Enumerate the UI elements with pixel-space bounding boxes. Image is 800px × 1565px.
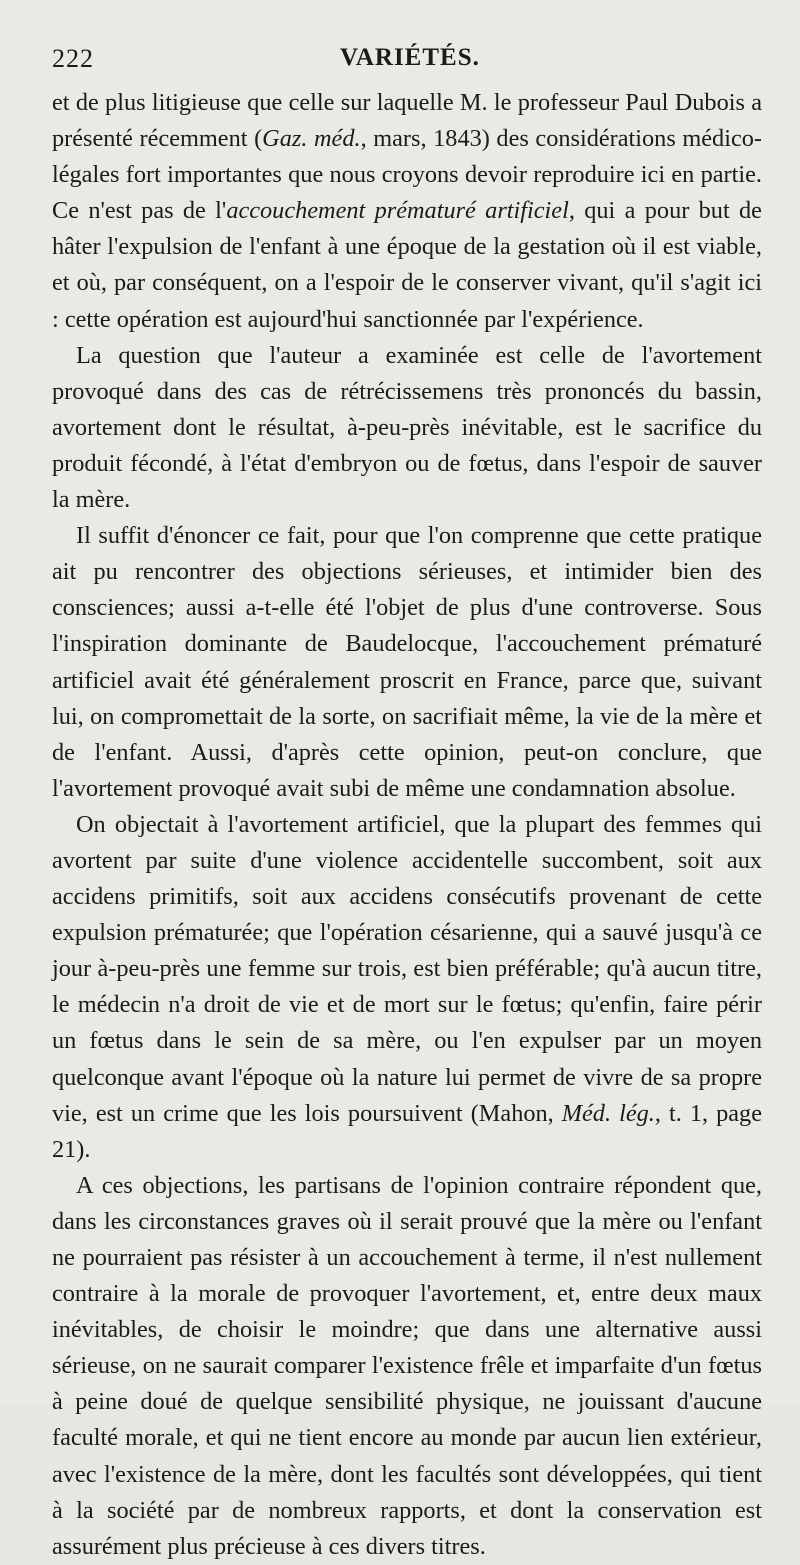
paragraph: [52, 518, 762, 807]
paragraph: [52, 338, 762, 518]
text-run: Il suffit d'énoncer ce fait, pour que l'on comprenne que cette pratique ait pu rencontrer des objections sérieuses, et intimider bien des consciences; aussi a-t-elle été l'objet de plus d'une controverse. Sous l'inspiration dominante de Baudelocque, l'accouchement prématuré artificiel avait été généralement proscrit en France, parce que, suivant lui, on compromettait de la sorte, on sacrifiait même, la vie de la mère et de l'enfant. Aussi, d'après cette opinion, peut-on conclure, que l'avortement provoqué avait subi de même une condamnation absolue.: [52, 522, 762, 802]
italic-text: accouchement prématuré artificiel,: [226, 197, 575, 225]
body-text: [52, 85, 762, 1565]
text-run: La question que l'auteur a examinée est celle de l'avortement provoqué dans des cas de rétrécissemens très prononcés du bassin, avortement dont le résultat, à-peu-près inévitable, est le sacrifice du produit fécondé, à l'état d'embryon ou de fœtus, dans l'espoir de sauver la mère.: [52, 341, 762, 514]
page-number: 222: [52, 44, 94, 73]
text-run: et de plus litigieuse que celle sur laquelle M. le professeur Paul Dubois a présenté récemment (: [52, 89, 762, 153]
text-run: , t. 1, page 21).: [52, 1099, 762, 1163]
paragraph: [52, 85, 762, 338]
italic-text: Gaz. méd.: [262, 125, 361, 153]
text-run: On objectait à l'avortement artificiel, que la plupart des femmes qui avortent par suite d'une violence accidentelle succombent, soit aux accidens primitifs, soit aux accidens consécutifs provenant de cette expulsion prématurée; que l'opération césarienne, qui a sauvé jusqu'à ce jour à-peu-près une femme sur trois, est bien préférable; qu'à aucun titre, le médecin n'a droit de vie et de mort sur le fœtus; qu'enfin, faire périr un fœtus dans le sein de sa mère, ou l'en expulser par un moyen quelconque avant l'époque où la nature lui permet de vivre de sa propre vie, est un crime que les lois poursuivent (Mahon,: [52, 810, 762, 1127]
italic-text: Méd. lég.: [561, 1099, 655, 1127]
text-run: qui a pour but de hâter l'expulsion de l'enfant à une époque de la gestation où il est viable, et où, par conséquent, on a l'espoir de le conserver vivant, qu'il s'agit ici : cette opération est aujourd'hui sanctionnée par l'expérience.: [52, 197, 762, 333]
text-run: A ces objections, les partisans de l'opinion contraire répondent que, dans les circonstances graves où il serait prouvé que la mère ou l'enfant ne pourraient pas résister à un accouchement à terme, il n'est nullement contraire à la morale de provoquer l'avortement, et, entre deux maux inévitables, de choisir le moindre; que dans une alternative aussi sérieuse, on ne saurait comparer l'existence frêle et imparfaite d'un fœtus à peine doué de quelque sensibilité physique, ne jouissant d'aucune faculté morale, et qui ne tient encore au monde par aucun lien extérieur, avec l'existence de la mère, dont les facultés sont développées, qui tient à la société par de nombreux rapports, et dont la conservation est assurément plus précieuse à ces divers titres.: [52, 1171, 762, 1560]
running-title: VARIÉTÉS.: [340, 44, 480, 71]
text-run: , mars, 1843) des considérations médico-légales fort importantes que nous croyons devoir reproduire ici en partie. Ce n'est pas de l': [52, 125, 762, 225]
page-header: [52, 44, 760, 78]
paragraph: [52, 807, 762, 1168]
paragraph: [52, 1168, 762, 1565]
